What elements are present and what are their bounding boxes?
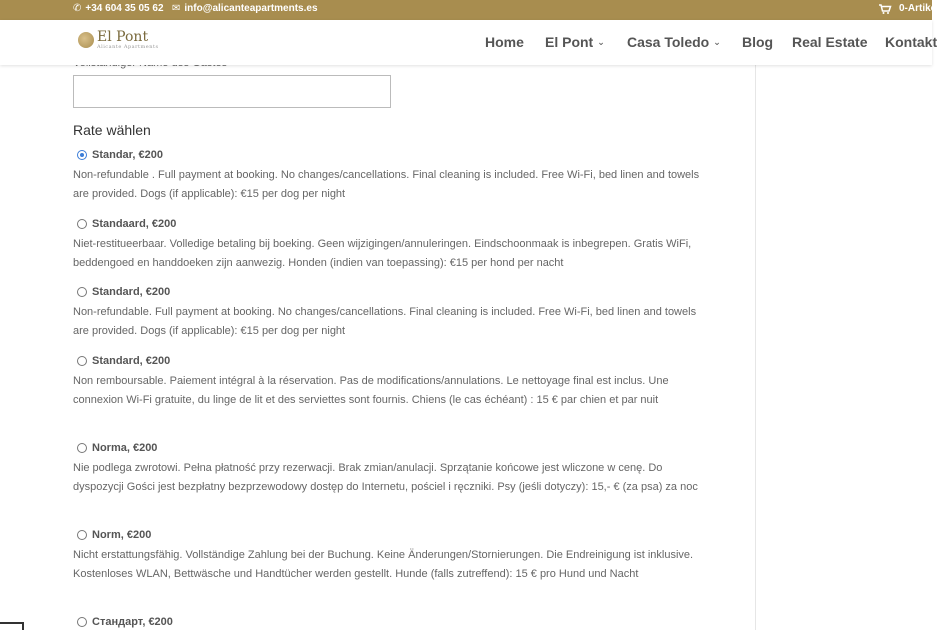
rate-option[interactable] bbox=[73, 218, 713, 274]
rate-name: Standard, €200 bbox=[92, 286, 171, 298]
envelope-icon: ✉ bbox=[172, 3, 181, 14]
rate-description: Niet-restitueerbaar. Volledige betaling bij boeking. Geen wijzigingen/annuleringen. Eindschoonmaak is inbegrepen. Gratis WiFi, beddengoed en handdoeken zijn aanwezig. Honden (indien van toepassing): €15 per hond per nacht bbox=[73, 238, 692, 270]
email-link[interactable] bbox=[172, 3, 318, 14]
rate-name: Standard, €200 bbox=[92, 355, 171, 367]
rate-description: Nicht erstattungsfähig. Vollständige Zahlung bei der Buchung. Keine Änderungen/Stornierungen. Die Endreinigung ist inklusive. Kostenloses WLAN, Bettwäsche und Handtücher werden gestellt. Hunde (falls zutreffend): 15 € pro Hund und Nacht bbox=[73, 549, 694, 581]
nav-el-pont-label: El Pont bbox=[545, 34, 594, 50]
cart-link[interactable] bbox=[879, 3, 936, 14]
corner-widget bbox=[0, 622, 24, 630]
logo-name: El Pont bbox=[97, 29, 149, 45]
rate-radio[interactable] bbox=[77, 617, 87, 627]
logo-tagline: Alicante Apartments bbox=[97, 44, 159, 50]
nav-blog[interactable] bbox=[742, 34, 773, 50]
rate-radio[interactable] bbox=[77, 219, 87, 229]
sidebar-divider bbox=[755, 65, 756, 630]
nav-home[interactable] bbox=[485, 34, 524, 50]
rate-radio[interactable] bbox=[77, 150, 87, 160]
phone-text: +34 604 35 05 62 bbox=[85, 3, 164, 14]
nav-real-estate-label: Real Estate bbox=[792, 34, 868, 50]
rate-heading: Rate wählen bbox=[73, 122, 151, 138]
rate-name: Norma, €200 bbox=[92, 442, 158, 454]
rate-name: Norm, €200 bbox=[92, 529, 152, 541]
rate-radio[interactable] bbox=[77, 443, 87, 453]
nav-home-label: Home bbox=[485, 34, 524, 50]
nav-casa-toledo-label: Casa Toledo bbox=[627, 34, 710, 50]
rate-option[interactable] bbox=[73, 149, 713, 205]
main-nav bbox=[0, 34, 937, 54]
rate-description: Nie podlega zwrotowi. Pełna płatność przy rezerwacji. Brak zmian/anulacji. Sprzątanie końcowe jest wliczone w cenę. Do dyspozycji Gości jest bezpłatny bezprzewodowy dostęp do Internetu, pościel i ręczniki. Psy (jeśli dotyczy): 15,- € (za psa) za noc bbox=[73, 462, 698, 494]
nav-kontakt[interactable] bbox=[885, 34, 937, 50]
rate-name: Стандарт, €200 bbox=[92, 616, 173, 628]
phone-link[interactable] bbox=[73, 3, 164, 14]
rate-option[interactable] bbox=[73, 355, 713, 411]
rate-name: Standaard, €200 bbox=[92, 218, 177, 230]
guest-name-input[interactable] bbox=[73, 75, 391, 108]
cart-text: 0-Artike bbox=[899, 3, 937, 14]
email-text: info@alicanteapartments.es bbox=[184, 3, 318, 14]
rate-radio[interactable] bbox=[77, 287, 87, 297]
nav-blog-label: Blog bbox=[742, 34, 774, 50]
site-header bbox=[0, 20, 937, 65]
chevron-down-icon: ⌄ bbox=[597, 36, 605, 47]
rate-option[interactable] bbox=[73, 286, 713, 342]
rate-radio[interactable] bbox=[77, 530, 87, 540]
chevron-down-icon: ⌄ bbox=[713, 36, 721, 47]
phone-icon: ✆ bbox=[73, 3, 82, 14]
rate-description: Non remboursable. Paiement intégral à la réservation. Pas de modifications/annulations. Le nettoyage final est inclus. Une connexion Wi-Fi gratuite, du linge de lit et des serviettes sont fournis. Chiens (le cas échéant) : 15 € par chien et par nuit bbox=[73, 375, 669, 407]
nav-real-estate[interactable] bbox=[792, 34, 867, 50]
rate-name: Standar, €200 bbox=[92, 149, 163, 161]
nav-kontakt-label: Kontakt bbox=[885, 34, 937, 50]
booking-form bbox=[0, 65, 755, 630]
rate-option[interactable] bbox=[73, 529, 713, 585]
nav-el-pont[interactable] bbox=[545, 34, 605, 50]
rate-radio[interactable] bbox=[77, 356, 87, 366]
rate-description: Non-refundable . Full payment at booking. No changes/cancellations. Final cleaning is included. Free Wi-Fi, bed linen and towels are provided. Dogs (if applicable): €15 per dog per night bbox=[73, 169, 700, 201]
nav-casa-toledo[interactable] bbox=[627, 34, 721, 50]
rate-description: Non-refundable. Full payment at booking. No changes/cancellations. Final cleaning is included. Free Wi-Fi, bed linen and towels are provided. Dogs (if applicable): €15 per dog per night bbox=[73, 306, 697, 338]
rate-option[interactable] bbox=[73, 442, 713, 498]
top-bar bbox=[0, 0, 937, 20]
rate-option[interactable] bbox=[73, 616, 713, 633]
cart-icon bbox=[879, 4, 891, 14]
